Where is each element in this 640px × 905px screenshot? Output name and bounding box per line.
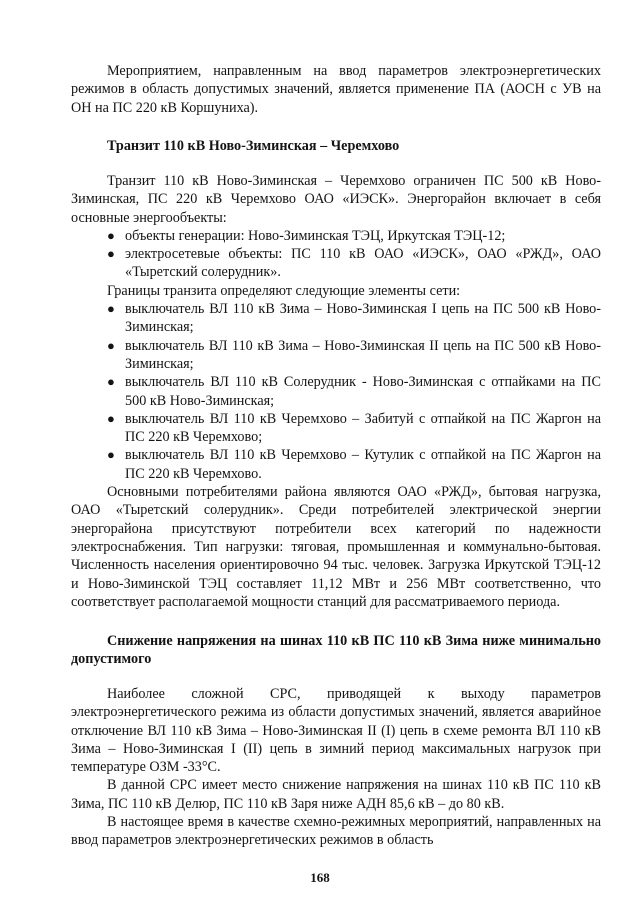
list-item: [71, 446, 601, 483]
section-heading-transit: Транзит 110 кВ Ново-Зиминская – Черемхово: [107, 138, 400, 154]
list-item: [71, 227, 601, 245]
bullet-icon: ●: [107, 337, 115, 353]
list-item: [71, 300, 601, 337]
boundaries-list: [71, 300, 601, 483]
bullet-icon: ●: [107, 374, 115, 390]
list-item-text: выключатель ВЛ 110 кВ Зима – Ново-Зиминская I цепь на ПС 500 кВ Ново-Зиминская;: [125, 301, 601, 336]
list-item-text: выключатель ВЛ 110 кВ Солерудник - Ново-Зиминская с отпайками на ПС 500 кВ Ново-Зиминская;: [125, 374, 601, 409]
list-item-text: электросетевые объекты: ПС 110 кВ ОАО «ИЭСК», ОАО «РЖД», ОАО «Тыретский солерудник».: [125, 246, 601, 281]
list-item-text: выключатель ВЛ 110 кВ Черемхово – Забитуй с отпайкой на ПС Жаргон на ПС 220 кВ Черемхово;: [125, 410, 601, 446]
list-item-text: выключатель ВЛ 110 кВ Черемхово – Кутулик с отпайкой на ПС Жаргон на ПС 220 кВ Черемхово.: [125, 447, 601, 482]
paragraph-measures: В настоящее время в качестве схемно-режимных мероприятий, направленных на ввод параметров электроэнергетических режимов в область: [71, 814, 601, 849]
section-heading-voltage: Снижение напряжения на шинах 110 кВ ПС 110 кВ Зима ниже минимально допустимого: [71, 633, 601, 668]
bullet-icon: ●: [107, 410, 115, 426]
intro-block: [71, 62, 601, 117]
bullet-icon: ●: [107, 301, 115, 317]
page-number: 168: [310, 870, 330, 885]
list-item: [71, 245, 601, 282]
paragraph-boundaries-intro: Границы транзита определяют следующие элементы сети:: [107, 282, 461, 299]
list-item-text: объекты генерации: Ново-Зиминская ТЭЦ, Иркутская ТЭЦ-12;: [125, 227, 506, 244]
bullet-icon: ●: [107, 447, 115, 463]
paragraph-consumers: Основными потребителями района являются ОАО «РЖД», бытовая нагрузка, ОАО «Тыретский солерудник». Среди потребителей электрической энергии энергорайона присутствуют потребители всех категорий по надежности электроснабжения. Тип нагрузки: тяговая, промышленная и коммунально-бытовая. Численность населения ориентировочно 94 тыс. человек. Загрузка Иркутской ТЭЦ-12 и Ново-Зиминской ТЭЦ составляет 11,12 МВт и 256 МВт соответственно, что соответствует располагаемой мощности станций для рассматриваемого периода.: [71, 484, 601, 610]
section-voltage: [71, 632, 601, 669]
paragraph-src-description: Наиболее сложной СРС, приводящей к выходу параметров электроэнергетического режима из области допустимых значений, является аварийное отключение ВЛ 110 кВ Зима – Ново-Зиминская II (I) цепь в схеме ремонта ВЛ 110 кВ Зима – Ново-Зиминская I (II) цепь в зимний период максимальных нагрузок при температуре ОЗМ -33°С.: [71, 686, 601, 776]
section-transit-body: [71, 172, 601, 611]
intro-paragraph: Мероприятием, направленным на ввод параметров электроэнергетических режимов в область допустимых значений, является применение ПА (АОСН с УВ на ОН на ПС 220 кВ Коршуниха).: [71, 63, 601, 116]
list-item-text: выключатель ВЛ 110 кВ Зима – Ново-Зиминская II цепь на ПС 500 кВ Ново-Зиминская;: [125, 337, 601, 372]
bullet-icon: ●: [107, 246, 115, 262]
list-item: [71, 337, 601, 374]
section-voltage-body: [71, 685, 601, 850]
paragraph-transit-intro: Транзит 110 кВ Ново-Зиминская – Черемхово ограничен ПС 500 кВ Ново-Зиминская, ПС 220 кВ Черемхово ОАО «ИЭСК». Энергорайон включает в себя основные энергообъекты:: [71, 173, 601, 226]
list-item: [71, 410, 601, 447]
bullet-icon: ●: [107, 227, 115, 243]
list-item: [71, 373, 601, 410]
section-transit: [71, 137, 601, 155]
energy-objects-list: [71, 227, 601, 282]
paragraph-voltage-drop: В данной СРС имеет место снижение напряжения на шинах 110 кВ ПС 110 кВ Зима, ПС 110 кВ Делюр, ПС 110 кВ Заря ниже АДН 85,6 кВ – до 80 кВ.: [71, 777, 601, 812]
